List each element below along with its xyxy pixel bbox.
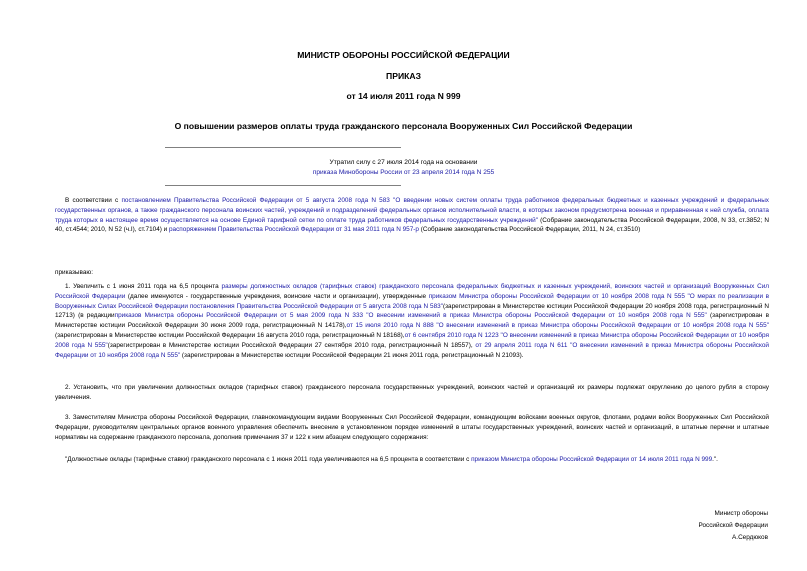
signature-position: Министр обороны	[714, 510, 768, 517]
ministry-heading: МИНИСТР ОБОРОНЫ РОССИЙСКОЙ ФЕДЕРАЦИИ	[297, 50, 510, 60]
repeal-order-link[interactable]: приказа Минобороны России от 23 апреля 2014 года N 255	[312, 169, 495, 176]
preamble-text: (Собрание законодательства Российской Федерации, 2011, N 24, ст.3510)	[418, 226, 641, 234]
item-1-paragraph	[55, 282, 769, 360]
order-555-link[interactable]: приказом Министра обороны Российской Федерации от 10 ноября 2008 года N 555 "О мерах по реализации в Вооруженных Силах Российской Федерации постановления Правительства Российской Федерации от 5 августа 2008 года N 583"	[55, 292, 769, 310]
quote-text: "Должностные оклады (тарифные ставки) гражданского персонала с 1 июня 2011 года увеличиваются на 6,5 процента в соответствии с	[65, 456, 472, 463]
document-type: ПРИКАЗ	[386, 71, 421, 81]
item-1-text: (далее именуются - государственные учреждения, воинские части и организации), утвержденные	[125, 292, 429, 300]
order-word: приказываю:	[55, 269, 93, 276]
validity-note: Утратил силу с 27 июля 2014 года на основании	[329, 159, 478, 166]
divider-bottom	[165, 185, 401, 186]
salary-sizes-link[interactable]: размеры должностных окладов (тарифных ставок) гражданского персонала федеральных бюджетных и казенных учреждений, воинских частей и организаций Вооруженных Сил Российской Федерации	[55, 283, 769, 300]
signature-organization: Российской Федерации	[698, 522, 768, 529]
item-1-text: (зарегистрирован в Министерстве юстиции Российской Федерации 21 июня 2011 года, регистрационный N 21093).	[180, 351, 524, 359]
item-1-text: (зарегистрирован в Министерстве юстиции Российской Федерации 27 сентября 2010 года, регистрационный N 18557),	[107, 341, 476, 349]
order-999-link[interactable]: приказом Министра обороны Российской Федерации от 14 июля 2011 года N 999	[471, 456, 713, 463]
item-3-paragraph: 3. Заместителям Министра обороны Российской Федерации, главнокомандующим видами Вооруженных Сил Российской Федерации, командующим войсками военных округов, флотами, родами войск Вооруженных Сил Российской Федерации, руководителям центральных органов военного управления обеспечить внесение в установленном порядке изменений в штаты государственных учреждений, воинских частей и организаций, в штатные перечни и штатные нормативы на содержание гражданского персонала, дополнив примечания 37 и 122 к ним абзацем следующего содержания:	[55, 414, 769, 441]
government-order-957r-link[interactable]: распоряжением Правительства Российской Федерации от 31 мая 2011 года N 957-р	[169, 226, 419, 234]
order-611-link[interactable]: от 29 апреля 2011 года N 611 "О внесении изменений в приказ Министра обороны Российской Федерации от 10 ноября 2008 года N 555"	[55, 341, 769, 359]
validity-note-link-line	[0, 168, 807, 178]
quote-text: .".	[712, 456, 718, 463]
document-date-number: от 14 июля 2011 года N 999	[346, 91, 461, 101]
order-1223-link[interactable]: от 6 сентября 2010 года N 1223 "О внесении изменений в приказ Министра обороны Российской Федерации от 10 ноября 2008 года N 555"	[55, 331, 770, 349]
document-title: О повышении размеров оплаты труда гражданского персонала Вооруженных Сил Российской Федерации	[174, 121, 633, 131]
signature-name: А.Сердюков	[732, 534, 768, 541]
item-1-text: (зарегистрирован в Министерстве юстиции Российской Федерации 16 августа 2010 года, регистрационный N 18168),	[55, 331, 405, 339]
preamble-text: В соответствии с	[65, 197, 122, 204]
preamble-text: (Собрание законодательства Российской Федерации, 2008, N 33, ст.3852; N 40, ст.4544; 2010, N 52 (ч.I), ст.7104) и	[55, 216, 769, 234]
order-333-link[interactable]: приказов Министра обороны Российской Федерации от 5 мая 2009 года N 333 "О внесении изменений в приказ Министра обороны Российской Федерации от 10 ноября 2008 года N 555"	[114, 312, 707, 320]
government-decree-583-link[interactable]: постановлением Правительства Российской Федерации от 5 августа 2008 года N 583 "О введении новых систем оплаты труда работников федеральных бюджетных и казенных учреждений и федеральных государственных органов, а также гражданского персонала воинских частей, учреждений и подразделений федеральных органов исполнительной власти, в которых законом предусмотрена военная и приравненная к ней служба, оплата труда которых в настоящее время осуществляется на основе Единой тарифной сетки по оплате труда работников федеральных государственных учреждений"	[55, 197, 769, 224]
divider-top	[165, 147, 401, 148]
preamble-paragraph	[55, 196, 769, 235]
quote-paragraph	[55, 455, 769, 465]
item-2-paragraph: 2. Установить, что при увеличении должностных окладов (тарифных ставок) гражданского персонала государственных учреждений, воинских частей и организаций их размеры подлежат округлению до целого рубля в сторону увеличения.	[55, 384, 769, 401]
item-1-text: 1. Увеличить с 1 июня 2011 года на 6,5 процента	[65, 283, 222, 290]
item-1-text: (зарегистрирован в Министерстве юстиции Российской Федерации 20 ноября 2008 года, регистрационный N 12713) (в редакции	[55, 302, 769, 320]
order-888-link[interactable]: от 15 июля 2010 года N 888 "О внесении изменений в приказ Министра обороны Российской Федерации от 10 ноября 2008 года N 555"	[346, 322, 769, 330]
item-1-text: (зарегистрирован в Министерстве юстиции Российской Федерации 30 июня 2009 года, регистрационный N 14178),	[55, 312, 769, 330]
